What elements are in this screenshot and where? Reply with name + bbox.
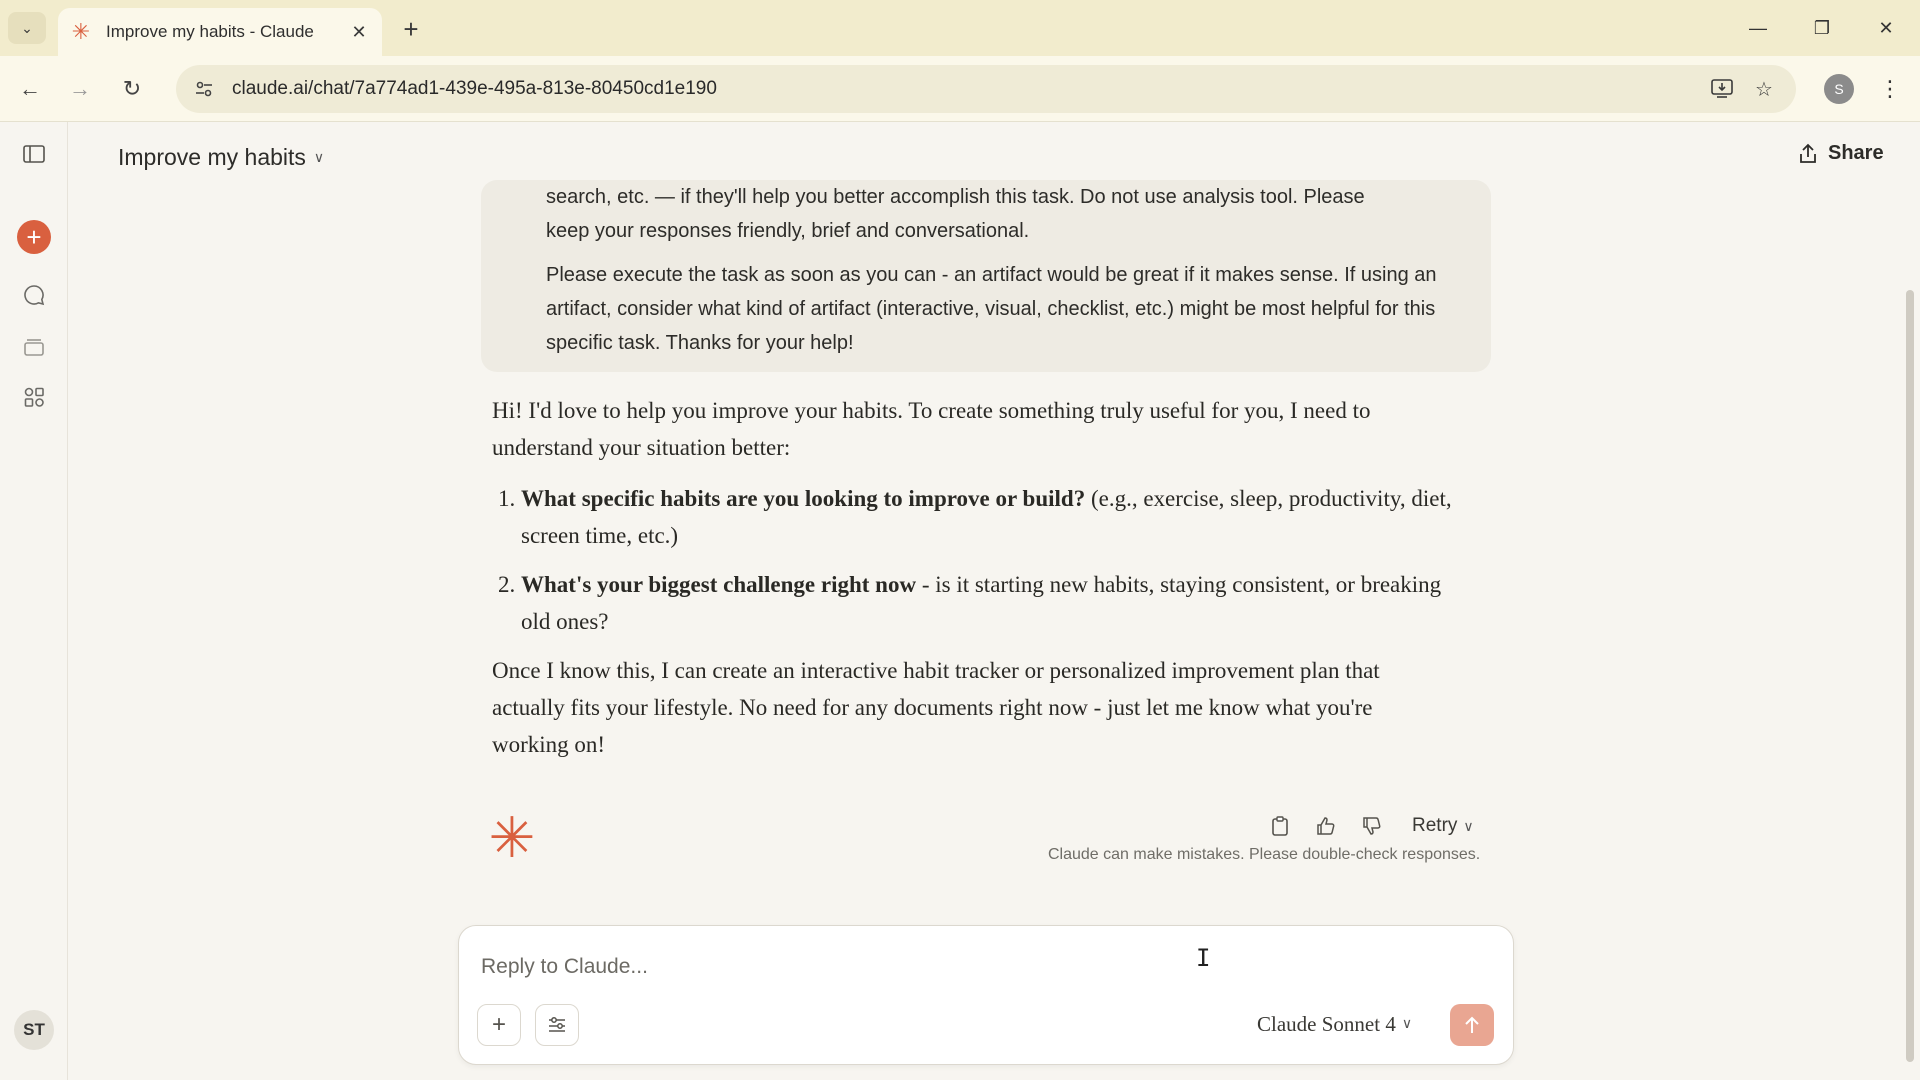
close-window-button[interactable]: ✕: [1878, 17, 1894, 38]
chevron-down-icon: ∨: [1463, 817, 1474, 834]
browser-tab-strip: [0, 0, 1920, 56]
chevron-down-icon: ∨: [1401, 1017, 1413, 1032]
plus-icon: +: [491, 1011, 506, 1038]
artifacts-icon[interactable]: [17, 380, 51, 414]
new-chat-button[interactable]: +: [17, 220, 51, 254]
close-tab-icon[interactable]: ✕: [351, 21, 367, 42]
install-app-icon[interactable]: [1706, 73, 1738, 105]
chevron-down-icon: ⌄: [21, 19, 33, 36]
chevron-down-icon: ∨: [313, 149, 325, 165]
browser-toolbar: [0, 56, 1920, 122]
reload-button[interactable]: [116, 73, 148, 105]
address-bar[interactable]: [176, 65, 1796, 113]
chat-title-menu[interactable]: [118, 144, 324, 171]
model-name: Claude Sonnet 4: [1257, 1012, 1396, 1036]
share-icon: [1798, 143, 1818, 165]
share-label: Share: [1828, 142, 1884, 164]
chat-scrollbar[interactable]: [1906, 290, 1914, 1062]
bookmark-star-icon[interactable]: ☆: [1755, 78, 1773, 101]
share-button[interactable]: [1798, 142, 1884, 165]
arrow-right-icon: →: [69, 76, 91, 101]
thumbs-down-icon[interactable]: [1356, 810, 1388, 842]
url-text: claude.ai/chat/7a774ad1-439e-495a-813e-80450cd1e190: [232, 78, 717, 99]
thumbs-up-icon[interactable]: [1310, 810, 1342, 842]
arrow-up-icon: [1463, 1015, 1481, 1035]
assistant-outro: Once I know this, I can create an interactive habit tracker or personalized improvement plan that actually fits your lifestyle. No need for any documents right now - just let me know what you're working on!: [492, 658, 1380, 757]
copy-icon[interactable]: [1264, 810, 1296, 842]
sidebar-toggle-icon[interactable]: [17, 137, 51, 171]
chats-icon[interactable]: [17, 278, 51, 312]
list-item: 2. What's your biggest challenge right now - is it starting new habits, staying consistent, or breaking old ones?: [521, 566, 1452, 640]
reload-icon: ↻: [122, 76, 142, 101]
add-attachment-button[interactable]: [477, 1004, 521, 1046]
user-message-paragraph: Please execute the task as soon as you can - an artifact would be great if it makes sense. If using an artifact, consider what kind of artifact (interactive, visual, checklist, etc.) might be most helpful for this specific task. Thanks for your help!: [546, 264, 1437, 354]
sliders-icon: [547, 1016, 567, 1034]
model-selector[interactable]: [1257, 1012, 1412, 1037]
retry-button[interactable]: [1412, 815, 1474, 837]
assistant-message: [492, 392, 1452, 777]
question-list: [492, 480, 1452, 640]
forward-button[interactable]: [64, 73, 96, 105]
claude-favicon-icon: ✳: [71, 19, 91, 44]
retry-label: Retry: [1412, 815, 1458, 836]
tab-title: Improve my habits - Claude: [106, 22, 314, 41]
minimize-window-button[interactable]: —: [1749, 17, 1767, 38]
send-button[interactable]: [1450, 1004, 1494, 1046]
user-message: [481, 180, 1491, 372]
browser-tab-active[interactable]: [58, 8, 382, 56]
restore-window-button[interactable]: ❐: [1813, 17, 1831, 38]
list-item: 1. What specific habits are you looking to improve or build? (e.g., exercise, sleep, productivity, diet, screen time, etc.): [521, 480, 1452, 554]
message-actions: [1264, 810, 1474, 842]
reply-composer: [458, 925, 1514, 1065]
new-tab-button[interactable]: +: [403, 13, 419, 44]
chat-title: Improve my habits: [118, 144, 306, 170]
arrow-left-icon: ←: [19, 76, 41, 101]
back-button[interactable]: [14, 73, 46, 105]
user-message-line: keep your responses friendly, brief and conversational.: [546, 220, 1030, 242]
tab-search-button[interactable]: [8, 12, 46, 44]
reply-input[interactable]: [481, 948, 1461, 986]
assistant-intro: Hi! I'd love to help you improve your habits. To create something truly useful for you, I need to understand your situation better:: [492, 398, 1371, 460]
projects-icon[interactable]: [17, 330, 51, 364]
claude-logo-icon: ✳: [488, 806, 536, 869]
profile-avatar[interactable]: S: [1824, 74, 1854, 104]
tools-button[interactable]: [535, 1004, 579, 1046]
site-settings-icon[interactable]: [192, 77, 216, 101]
browser-menu-icon[interactable]: ⋮: [1879, 76, 1901, 101]
disclaimer-text: Claude can make mistakes. Please double-check responses.: [1048, 846, 1481, 863]
text-cursor-icon: I: [1196, 944, 1211, 972]
user-avatar[interactable]: ST: [14, 1010, 54, 1050]
user-message-line: search, etc. — if they'll help you better accomplish this task. Do not use analysis tool. Please: [546, 186, 1365, 208]
app-sidebar: [0, 122, 68, 1080]
